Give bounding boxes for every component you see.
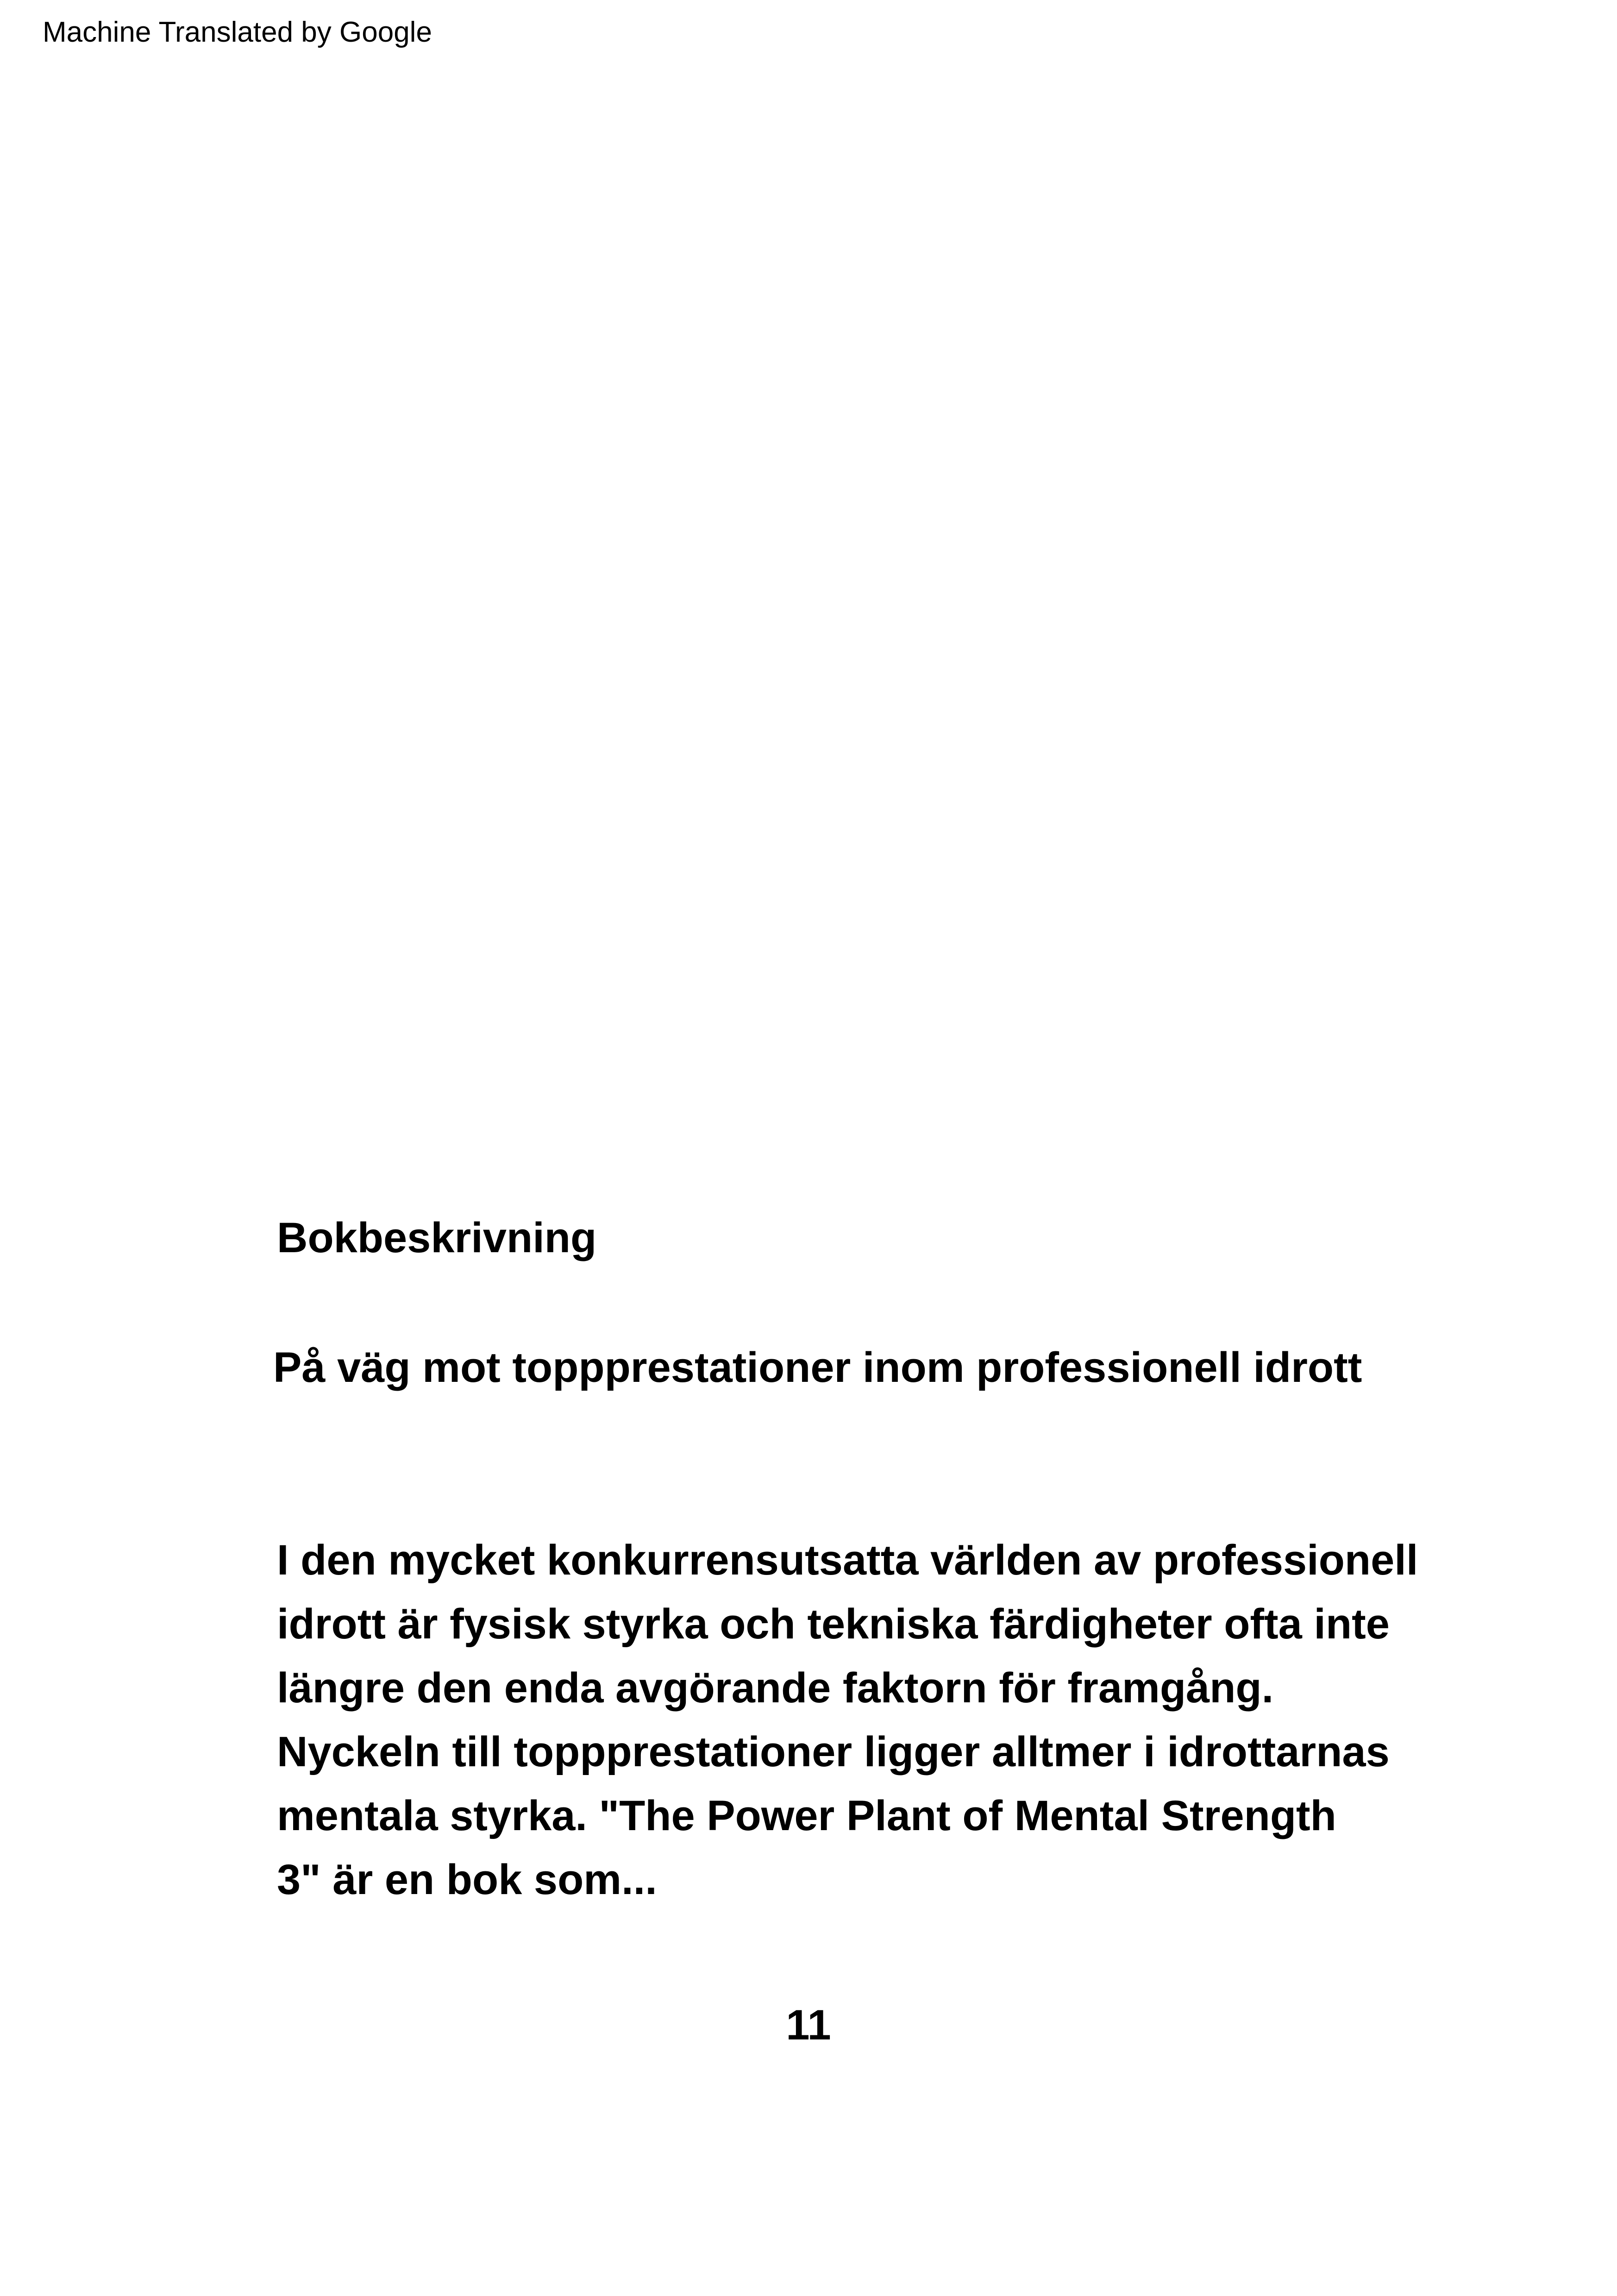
description-paragraph [277, 1528, 1435, 1912]
section-heading: Bokbeskrivning [277, 1214, 597, 1261]
paragraph-line: Nyckeln till toppprestationer ligger alltmer i idrottarnas [277, 1728, 1390, 1775]
paragraph-line: I den mycket konkurrensutsatta världen av professionell [277, 1537, 1418, 1584]
page-number: 11 [786, 2001, 831, 2049]
machine-translation-banner: Machine Translated by Google [43, 16, 432, 48]
paragraph-line: 3" är en bok som... [277, 1856, 657, 1903]
book-subtitle: På väg mot toppprestationer inom professionell idrott [273, 1344, 1362, 1391]
paragraph-line: längre den enda avgörande faktorn för framgång. [277, 1664, 1274, 1712]
paragraph-line: idrott är fysisk styrka och tekniska färdigheter ofta inte [277, 1600, 1390, 1648]
paragraph-line: mentala styrka. "The Power Plant of Mental Strength [277, 1792, 1336, 1839]
